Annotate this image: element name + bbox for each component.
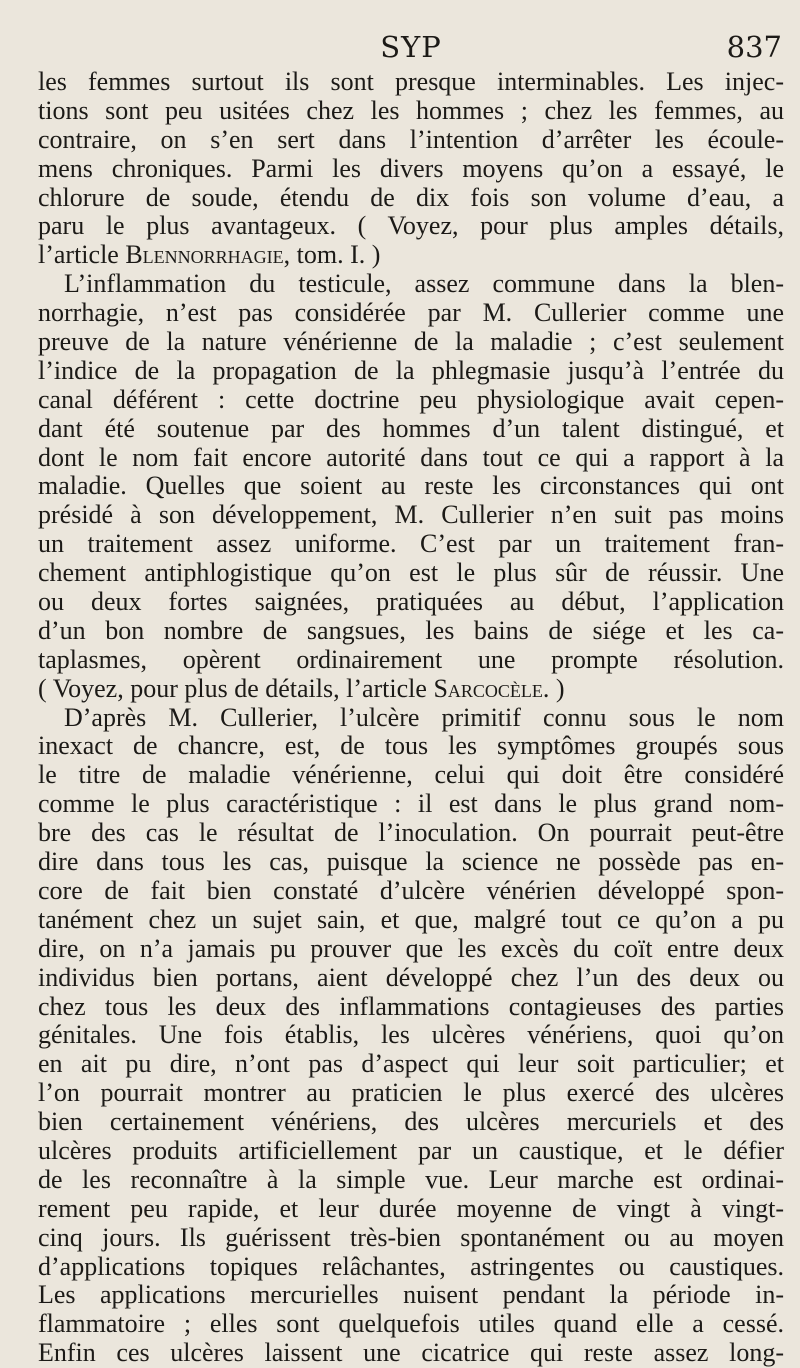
text-line (38, 675, 784, 704)
text-line: d’un bon nombre de sangsues, les bains de siége et les ca- (38, 615, 784, 645)
text-line: comme le plus caractéristique : il est dans le plus grand nom- (38, 789, 784, 819)
text-segment: . ) (542, 673, 565, 703)
text-line: contraire, on s’en sert dans l’intention d’arrêter les écoule- (38, 124, 784, 154)
text-segment: ( Voyez, pour plus de détails, l’article (38, 673, 434, 703)
text-line: inexact de chancre, est, de tous les symptômes groupés sous (38, 731, 784, 761)
body-text (38, 68, 784, 1368)
text-line: norrhagie, n’est pas considérée par M. Cullerier comme une (38, 298, 784, 328)
text-line: bre des cas le résultat de l’inoculation. On pourrait peut-être (38, 818, 784, 848)
text-line: chlorure de soude, étendu de dix fois son volume d’eau, a (38, 182, 784, 212)
page-number: 837 (726, 30, 782, 64)
text-line: dant été soutenue par des hommes d’un talent distingué, et (38, 413, 784, 443)
text-line: d’applications topiques relâchantes, astringentes ou caustiques. (38, 1251, 784, 1281)
text-line: taplasmes, opèrent ordinairement une prompte résolution. (38, 644, 784, 674)
text-line: l’indice de la propagation de la phlegmasie jusqu’à l’entrée du (38, 355, 784, 385)
text-line: tions sont peu usitées chez les hommes ; chez les femmes, au (38, 95, 784, 125)
text-line: L’inflammation du testicule, assez commune dans la blen- (64, 269, 784, 299)
text-line: tanément chez un sujet sain, et que, malgré tout ce qu’on a pu (38, 904, 784, 934)
text-line: les femmes surtout ils sont presque interminables. Les injec- (38, 67, 784, 96)
text-line: maladie. Quelles que soient au reste les circonstances qui ont (38, 471, 784, 501)
text-segment: l’article (38, 240, 126, 270)
text-line: core de fait bien constaté d’ulcère vénérien développé spon- (38, 875, 784, 905)
text-line: présidé à son développement, M. Cullerier n’en suit pas moins (38, 500, 784, 530)
text-line: chez tous les deux des inflammations contagieuses des parties (38, 991, 784, 1021)
text-line: cinq jours. Ils guérissent très-bien spontanément ou au moyen (38, 1222, 784, 1252)
text-line: le titre de maladie vénérienne, celui qui doit être considéré (38, 760, 784, 790)
text-line: ulcères produits artificiellement par un caustique, et le défier (38, 1135, 784, 1165)
text-line: génitales. Une fois établis, les ulcères vénériens, quoi qu’on (38, 1020, 784, 1050)
text-line: mens chroniques. Parmi les divers moyens qu’on a essayé, le (38, 153, 784, 183)
running-title: SYP (380, 30, 442, 64)
text-line: chement antiphlogistique qu’on est le plus sûr de réussir. Une (38, 558, 784, 588)
text-line: rement peu rapide, et leur durée moyenne de vingt à vingt- (38, 1193, 784, 1223)
text-line: D’après M. Cullerier, l’ulcère primitif connu sous le nom (64, 702, 784, 732)
text-line: en ait pu dire, n’ont pas d’aspect qui leur soit particulier; et (38, 1049, 784, 1079)
text-line: de les reconnaître à la simple vue. Leur marche est ordinai- (38, 1164, 784, 1194)
text-line: l’on pourrait montrer au praticien le plus exercé des ulcères (38, 1078, 784, 1108)
text-line: Enfin ces ulcères laissent une cicatrice qui reste assez long- (38, 1338, 784, 1368)
text-line: preuve de la nature vénérienne de la maladie ; c’est seulement (38, 327, 784, 357)
text-line: flammatoire ; elles sont quelquefois utiles quand elle a cessé. (38, 1309, 784, 1339)
text-line (38, 241, 784, 270)
text-line: dire, on n’a jamais pu prouver que les excès du coït entre deux (38, 933, 784, 963)
text-line: individus bien portans, aient développé chez l’un des deux ou (38, 962, 784, 992)
text-line: Les applications mercurielles nuisent pendant la période in- (38, 1280, 784, 1310)
text-line: bien certainement vénériens, des ulcères mercuriels et des (38, 1107, 784, 1137)
text-line: paru le plus avantageux. ( Voyez, pour plus amples détails, (38, 211, 784, 241)
text-line: canal déférent : cette doctrine peu physiologique avait cepen- (38, 384, 784, 414)
text-line: ou deux fortes saignées, pratiquées au début, l’application (38, 587, 784, 617)
article-reference: Blennorrhagie (125, 240, 284, 270)
running-header (38, 0, 784, 68)
text-line: dont le nom fait encore autorité dans tout ce qui a rapport à la (38, 442, 784, 472)
article-reference: Sarcocèle (433, 673, 543, 703)
text-line: un traitement assez uniforme. C’est par un traitement fran- (38, 529, 784, 559)
text-segment: , tom. I. ) (283, 240, 381, 270)
text-line: dire dans tous les cas, puisque la science ne possède pas en- (38, 847, 784, 877)
